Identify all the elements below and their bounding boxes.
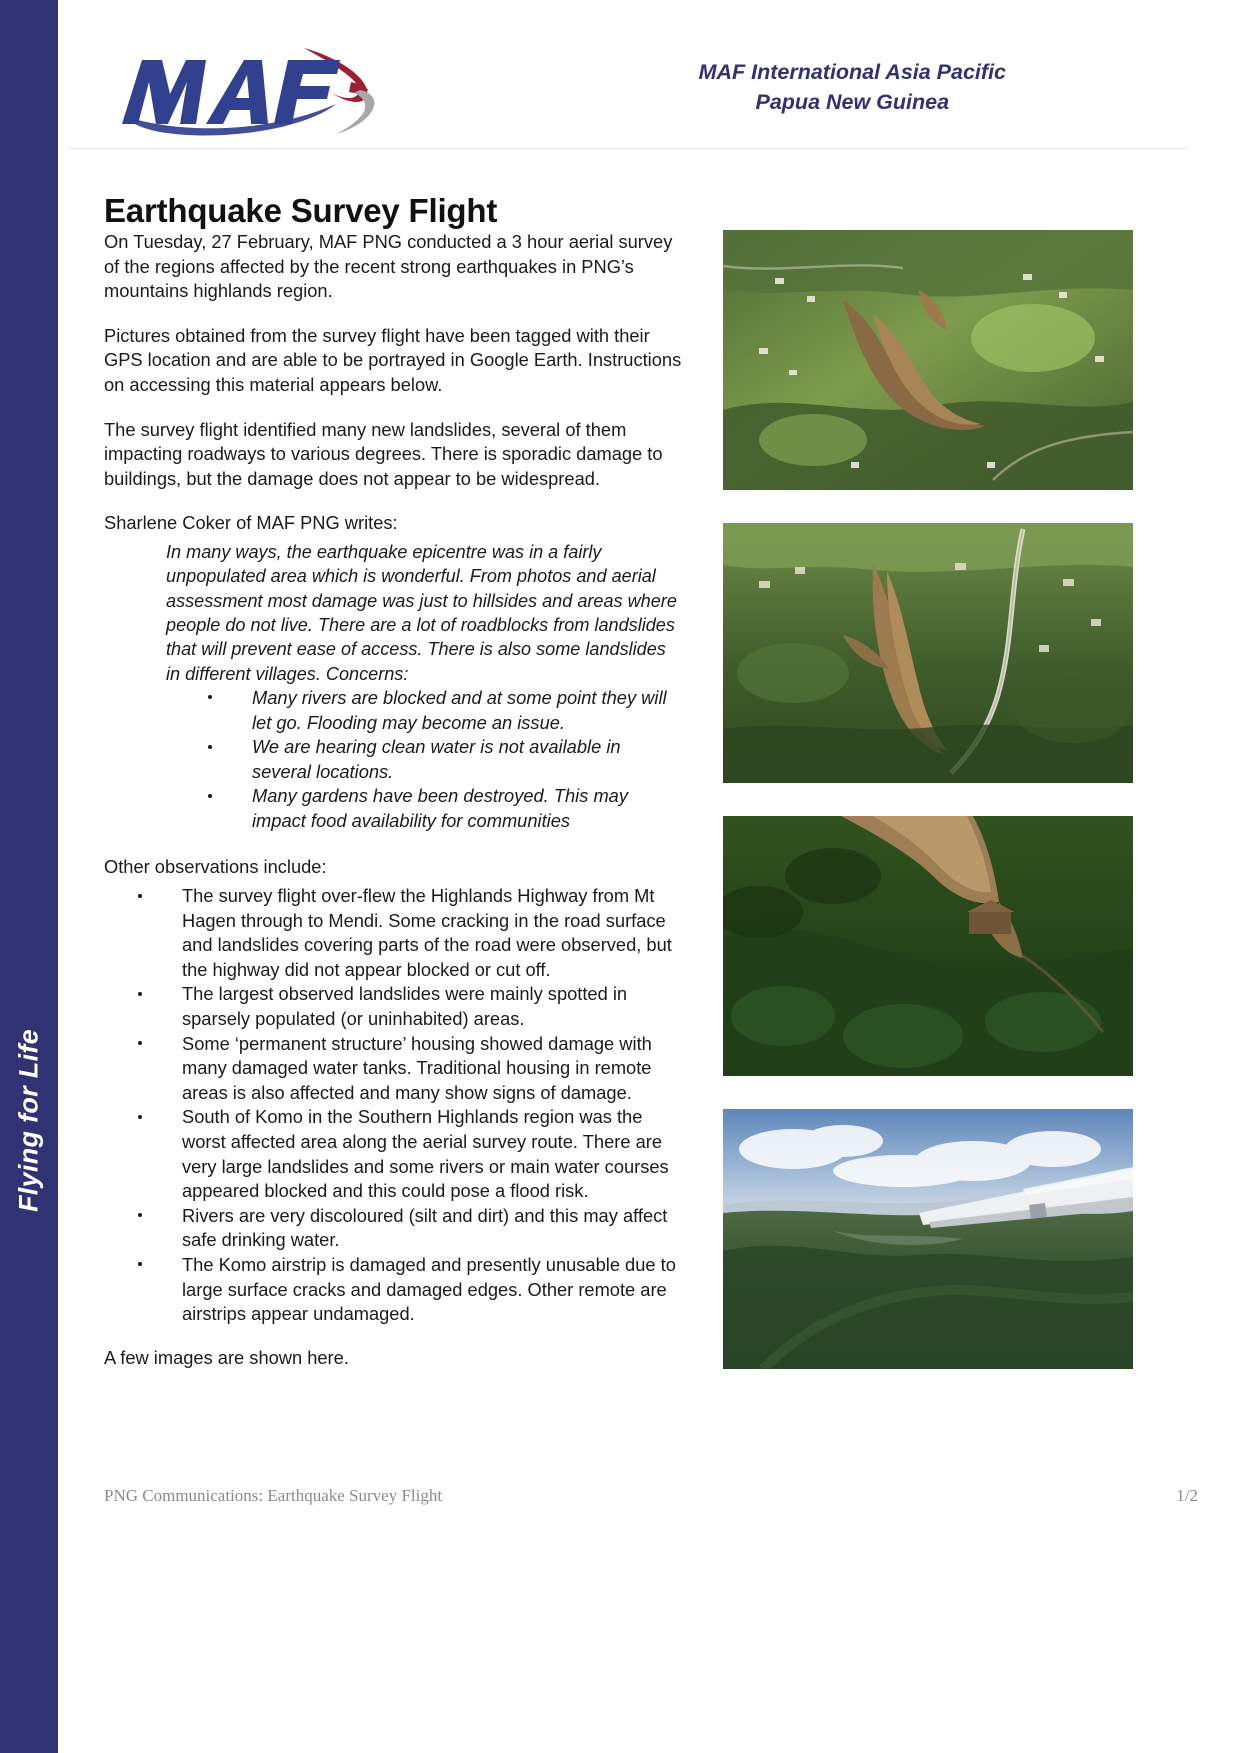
observations-list [134,884,686,1327]
photo-aerial-landslide-across-road [723,523,1133,783]
concerns-list [204,686,674,834]
org-title [699,58,1006,117]
bullet-dot-icon [138,1213,142,1217]
list-item-text: The survey flight over-flew the Highlands Highway from Mt Hagen through to Mendi. Some cracking in the road surface and landslides covering parts of the road were observed, but the highway did not appear blocked or cut off. [182,885,672,980]
paragraph-landslides: The survey flight identified many new landslides, several of them impacting roadways to various degrees. There is sporadic damage to buildings, but the damage does not appear to be widespread. [104,418,663,489]
header-divider [68,148,1188,149]
photo-column [723,230,1133,1402]
list-item [204,686,674,735]
list-item-text: We are hearing clean water is not available in several locations. [252,736,621,782]
list-item [204,735,674,784]
bullet-dot-icon [138,1115,142,1119]
paragraph-intro: On Tuesday, 27 February, MAF PNG conducted a 3 hour aerial survey of the regions affected by the recent strong earthquakes in PNG’s mountains highlands region. [104,231,673,302]
spacer [104,1327,682,1346]
list-item [134,982,686,1031]
photo-aerial-landslide-forest-slope [723,816,1133,1076]
footer-page-number: 1/2 [1176,1486,1198,1505]
list-item [134,1253,686,1327]
photo-aerial-wing-over-mountains [723,1109,1133,1369]
paragraph-attribution: Sharlene Coker of MAF PNG writes: [104,512,398,534]
list-item-text: South of Komo in the Southern Highlands region was the worst affected area along the aerial survey route. There are very large landslides and some rivers or main water courses appeared blocked and this could pose a flood risk. [182,1106,669,1202]
bullet-dot-icon [138,894,142,898]
bullet-dot-icon [208,695,212,699]
footer-left-text: PNG Communications: Earthquake Survey Flight [104,1486,443,1505]
list-item-text: Many rivers are blocked and at some point they will let go. Flooding may become an issue. [252,686,667,733]
document-page [68,0,1240,1753]
list-item-text: Some ‘permanent structure’ housing showed damage with many damaged water tanks. Traditional housing in remote areas is also affected and many show signs of damage. [182,1032,652,1103]
sidebar-edge [58,0,68,1753]
list-item-text: The Komo airstrip is damaged and presently unusable due to large surface cracks and damaged edges. Other remote are airstrips appear undamaged. [182,1253,676,1325]
paragraph-other-observations: Other observations include: [104,856,327,878]
maf-logo [108,30,438,150]
list-item [204,784,674,833]
quote-block: In many ways, the earthquake epicentre was in a fairly unpopulated area which is wonderful. From photos and aerial assessment most damage was just to hillsides and areas where people do not live. There are a lot of roadblocks from landslides that will prevent ease of access. There is also some landslides in different villages. Concerns: [166,541,677,684]
list-item [134,884,686,982]
bullet-dot-icon [208,794,212,798]
paragraph-pictures: Pictures obtained from the survey flight have been tagged with their GPS location and are able to be portrayed in Google Earth. Instructions on accessing this material appears below. [104,324,682,395]
page-title: Earthquake Survey Flight [104,192,498,230]
list-item-text: Rivers are very discoloured (silt and dirt) and this may affect safe drinking water. [182,1204,668,1251]
page-header [68,18,1168,148]
bullet-dot-icon [138,1041,142,1045]
spacer [104,833,682,855]
org-title-line-2: Papua New Guinea [755,89,950,114]
article-body [104,230,682,1390]
bullet-dot-icon [208,745,212,749]
list-item-text: Many gardens have been destroyed. This may impact food availability for communities [252,785,628,831]
page-footer [104,1486,1198,1506]
paragraph-closing: A few images are shown here. [104,1346,349,1368]
list-item [134,1032,686,1106]
bullet-dot-icon [138,1262,142,1266]
list-item-text: The largest observed landslides were mainly spotted in sparsely populated (or uninhabited) areas. [182,983,628,1030]
left-brand-bar [0,0,58,1753]
photo-aerial-landslide-green-valley [723,230,1133,490]
bullet-dot-icon [138,992,142,996]
org-title-line-1: MAF International Asia Pacific [698,60,1006,84]
list-item [134,1105,686,1203]
brand-tagline: Flying for Life [13,1029,44,1212]
list-item [134,1204,686,1253]
